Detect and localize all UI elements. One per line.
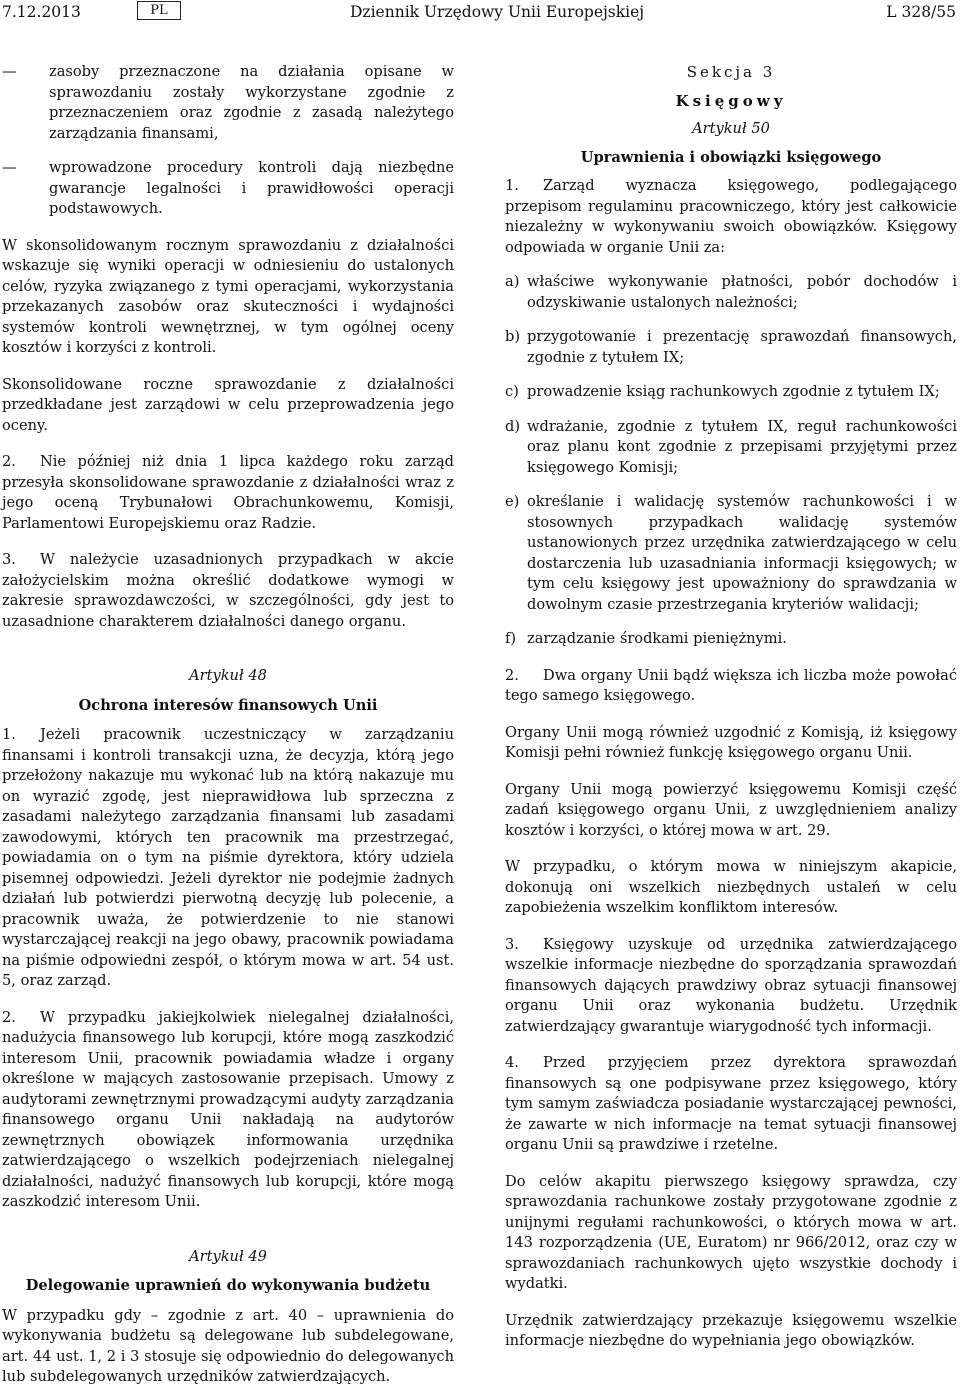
lettered-list — [505, 272, 957, 650]
numbered-paragraph — [2, 452, 454, 534]
paragraph-text: Zarząd wyznacza księgowego, podlegającego przepisom regulaminu pracowniczego, który jest całkowicie niezależny w wykonywaniu swoich obowiązków. Księgowy odpowiada w organie Unii za: — [505, 177, 957, 256]
article-number: Artykuł 48 — [189, 667, 267, 684]
paragraph-number: 3. — [505, 935, 519, 953]
paragraph: W skonsolidowanym rocznym sprawozdaniu z działalności wskazuje się wyniki operacji w odniesieniu do ustalonych celów, ryzyka związanego z tymi operacjami, wykorzystania przekazanych zasobów oraz skuteczności i wydajności systemów kontroli wewnętrznej, w tym ogólnej oceny kosztów i korzyści z kontroli. — [2, 236, 454, 356]
list-item — [505, 492, 957, 615]
paragraph-number: 2. — [2, 1008, 16, 1026]
dash-text: wprowadzone procedury kontroli dają niezbędne gwarancje legalności i prawidłowości operacji podstawowych. — [49, 159, 454, 217]
list-text: właściwe wykonywanie płatności, pobór dochodów i odzyskiwanie ustalonych należności; — [527, 273, 957, 311]
paragraph: Organy Unii mogą również uzgodnić z Komisją, iż księgowy Komisji pełni również funkcję księgowego organu Unii. — [505, 723, 957, 761]
header-date: 7.12.2013 — [2, 3, 81, 21]
left-column — [2, 62, 454, 1388]
list-item — [505, 629, 957, 650]
dash-marker: — — [2, 159, 17, 176]
paragraph-number: 4. — [505, 1054, 519, 1071]
list-text: wdrażanie, zgodnie z tytułem IX, reguł rachunkowości oraz planu kont zgodnie z przepisami przyjętymi przez księgowego Komisji; — [527, 417, 957, 476]
page-header — [0, 0, 960, 34]
list-text: przygotowanie i prezentację sprawozdań finansowych, zgodnie z tytułem IX; — [527, 328, 957, 366]
paragraph: Do celów akapitu pierwszego księgowy sprawdza, czy sprawozdania rachunkowe zostały przygotowane zgodnie z unijnymi regułami rachunkowości, o których mowa w art. 143 rozporządzenia (UE, Euratom) nr 966/2012, oraz czy w sprawozdaniach rachunkowych ujęto wszystkie dochody i wydatki. — [505, 1172, 957, 1292]
dash-item — [2, 158, 454, 220]
list-marker: c) — [505, 383, 519, 400]
dash-text: zasoby przeznaczone na działania opisane w sprawozdaniu zostały wykorzystane zgodnie z przeznaczeniem oraz zgodnie z zasadą należytego zarządzania finansami, — [49, 63, 454, 142]
paragraph-text: W należycie uzasadnionych przypadkach w akcie założycielskim można określić dodatkowe wymogi w zakresie sprawozdawczości, w szczególności, gdy jest to uzasadnione charakterem działalności danego organu. — [2, 551, 454, 630]
paragraph-text: Jeżeli pracownik uczestniczący w zarządzaniu finansami i kontroli transakcji uzna, że decyzja, którą jego przełożony nakazuje mu wykonać lub na którą nakazuje mu on wyrazić zgodę, jest nieprawidłowa lub sprzeczna z zasadami należytego zarządzania finansami lub zasadami zawodowymi, których ten pracownik ma przestrzegać, powiadamia on o tym na piśmie dyrektora, który udziela pisemnej odpowiedzi. Jeżeli dyrektor nie podejmie żadnych działań lub potwierdzi pierwotną decyzję lub polecenie, a pracownik uważa, że potwierdzenie to nie stanowi wystarczającej reakcji na jego obawy, pracownik powiadama na piśmie odpowiedni zespół, o którym mowa w art. 54 ust. 5, oraz zarząd. — [2, 726, 454, 989]
paragraph-text: Nie później niż dnia 1 lipca każdego roku zarząd przesyła skonsolidowane sprawozdanie z działalności wraz z jego oceną Trybunałowi Obrachunkowemu, Komisji, Parlamentowi Europejskiemu oraz Radzie. — [2, 453, 454, 532]
list-text: określanie i walidację systemów rachunkowości i w stosownych przypadkach walidację systemów ustanowionych przez urzędnika zatwierdzającego w celu dostarczenia lub uzasadniania informacji księgowych; w tym celu księgowy jest upoważniony do sprawdzania w dowolnym czasie przestrzegania kryteriów walidacji; — [527, 493, 957, 613]
paragraph-number: 1. — [505, 177, 519, 194]
paragraph-number: 3. — [2, 551, 16, 568]
journal-title: Dziennik Urzędowy Unii Europejskiej — [350, 3, 645, 21]
numbered-paragraph — [2, 725, 454, 992]
article-number: Artykuł 50 — [692, 120, 770, 137]
list-item — [505, 417, 957, 479]
list-item — [505, 382, 957, 403]
list-marker: e) — [505, 493, 520, 510]
language-box: PL — [137, 1, 181, 20]
article-number: Artykuł 49 — [189, 1247, 267, 1265]
section-title: Księgowy — [675, 91, 787, 110]
list-text: prowadzenie ksiąg rachunkowych zgodnie z tytułem IX; — [527, 383, 940, 400]
right-column — [505, 62, 957, 1352]
paragraph-number: 2. — [2, 453, 16, 470]
paragraph: W przypadku gdy – zgodnie z art. 40 – uprawnienia do wykonywania budżetu są delegowane lub subdelegowane, art. 44 ust. 1, 2 i 3 stosuje się odpowiednio do delegowanych lub subdelegowanych urzędników zatwierdzających. — [2, 1306, 454, 1385]
list-marker: f) — [505, 630, 517, 647]
list-marker: d) — [505, 417, 521, 435]
paragraph-number: 2. — [505, 666, 519, 684]
numbered-paragraph — [505, 935, 957, 1038]
dash-item — [2, 62, 454, 144]
list-marker: b) — [505, 328, 521, 345]
section-number: Sekcja 3 — [686, 63, 776, 81]
paragraph: Urzędnik zatwierdzający przekazuje księgowemu wszelkie informacje niezbędne do wypełniania jego obowiązków. — [505, 1311, 957, 1349]
article-title: Ochrona interesów finansowych Unii — [78, 696, 378, 714]
list-marker: a) — [505, 273, 520, 290]
numbered-paragraph — [505, 666, 957, 707]
paragraph-text: Przed przyjęciem przez dyrektora sprawozdań finansowych są one podpisywane przez księgowego, który tym samym zaświadcza posiadanie wystarczającej pewności, że zawarte w nich informacje na temat sytuacji finansowej organu Unii są prawdziwe i rzetelne. — [505, 1054, 957, 1153]
numbered-paragraph — [505, 176, 957, 258]
list-text: zarządzanie środkami pieniężnymi. — [527, 630, 787, 647]
numbered-paragraph — [505, 1053, 957, 1156]
numbered-paragraph — [2, 1008, 454, 1213]
page-reference: L 328/55 — [886, 3, 956, 21]
paragraph: Organy Unii mogą powierzyć księgowemu Komisji część zadań księgowego organu Unii, z uwzględnieniem analizy kosztów i korzyści, o której mowa w art. 29. — [505, 780, 957, 839]
paragraph-text: Dwa organy Unii bądź większa ich liczba może powołać tego samego księgowego. — [505, 666, 957, 704]
article-title: Delegowanie uprawnień do wykonywania budżetu — [25, 1277, 431, 1294]
numbered-paragraph — [2, 550, 454, 632]
list-item — [505, 272, 957, 313]
article-title: Uprawnienia i obowiązki księgowego — [580, 148, 882, 166]
paragraph: Skonsolidowane roczne sprawozdanie z działalności przedkładane jest zarządowi w celu przeprowadzenia jego oceny. — [2, 375, 454, 434]
paragraph-number: 1. — [2, 726, 16, 743]
paragraph: W przypadku, o którym mowa w niniejszym akapicie, dokonują oni wszelkich niezbędnych ustaleń w celu zapobieżenia wszelkim konfliktom interesów. — [505, 858, 957, 916]
list-item — [505, 327, 957, 368]
paragraph-text: W przypadku jakiejkolwiek nielegalnej działalności, nadużycia finansowego lub korupcji, które mogą zaszkodzić interesom Unii, pracownik powiadamia władze i organy określone w mających zastosowanie przepisach. Umowy z audytorami zewnętrznymi prowadzącymi audyty zarządzania finansowego organu Unii nakładają na audytorów zewnętrznych obowiązek informowania urzędnika zatwierdzającego o wszelkich podejrzeniach nielegalnej działalności, nadużyć finansowych lub korupcji, które mogą zaszkodzić interesom Unii. — [2, 1008, 454, 1210]
paragraph-text: Księgowy uzyskuje od urzędnika zatwierdzającego wszelkie informacje niezbędne do sporządzania sprawozdań finansowych dających prawdziwy obraz sytuacji finansowej organu Unii oraz wykonania budżetu. Urzędnik zatwierdzający gwarantuje wiarygodność tych informacji. — [505, 935, 957, 1035]
dash-marker: — — [2, 63, 17, 80]
